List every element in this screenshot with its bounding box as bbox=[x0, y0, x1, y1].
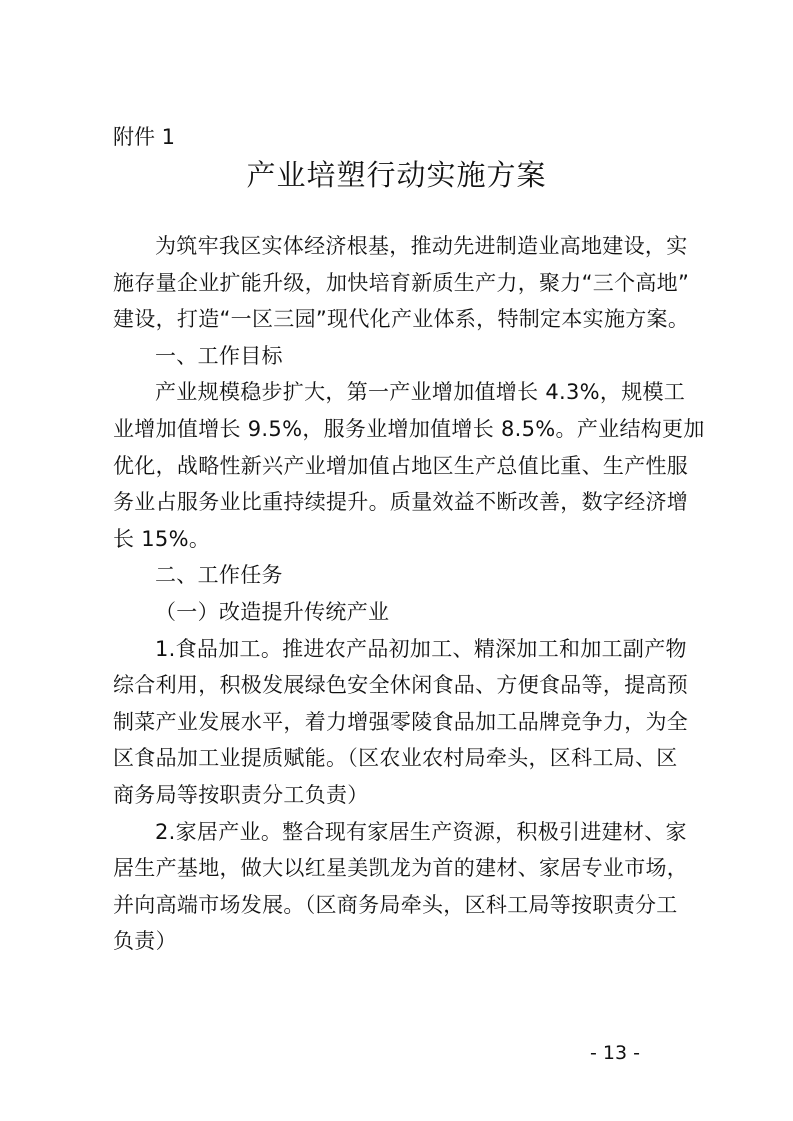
body-line: 商务局等按职责分工负责） bbox=[113, 782, 369, 807]
body-line: （一）改造提升传统产业 bbox=[155, 599, 390, 624]
body-line: 产业规模稳步扩大，第一产业增加值增长 4.3%，规模工 bbox=[155, 380, 686, 405]
body-line: 为筑牢我区实体经济根基，推动先进制造业高地建设，实 bbox=[155, 234, 688, 258]
body-line: 2.家居产业。整合现有家居生产资源，积极引进建材、家 bbox=[155, 819, 687, 844]
body-line: 业增加值增长 9.5%，服务业增加值增长 8.5%。产业结构更加 bbox=[113, 416, 705, 441]
body-line: 负责） bbox=[113, 929, 177, 954]
body-line: 居生产基地，做大以红星美凯龙为首的建材、家居专业市场， bbox=[113, 856, 689, 881]
body-line: 施存量企业扩能升级，加快培育新质生产力，聚力“三个高地” bbox=[113, 270, 690, 295]
body-line: 区食品加工业提质赋能。（区农业农村局牵头，区科工局、区 bbox=[113, 746, 678, 771]
document-body bbox=[113, 228, 705, 960]
body-line: 建设，打造“一区三园”现代化产业体系，特制定本实施方案。 bbox=[113, 307, 690, 332]
page-number: - 13 - bbox=[590, 1042, 640, 1064]
body-line: 并向高端市场发展。（区商务局牵头，区科工局等按职责分工 bbox=[113, 892, 678, 917]
document-title: 产业培塑行动实施方案 bbox=[246, 158, 547, 192]
attachment-label: 附件 1 bbox=[113, 125, 176, 149]
body-line: 综合利用，积极发展绿色安全休闲食品、方便食品等，提高预 bbox=[113, 673, 689, 698]
body-line: 二、工作任务 bbox=[155, 563, 283, 588]
body-line: 务业占服务业比重持续提升。质量效益不断改善，数字经济增 bbox=[113, 490, 689, 515]
body-line: 长 15%。 bbox=[113, 526, 211, 551]
body-line: 优化，战略性新兴产业增加值占地区生产总值比重、生产性服 bbox=[113, 453, 689, 478]
body-line: 制菜产业发展水平，着力增强零陵食品加工品牌竞争力，为全 bbox=[113, 709, 689, 734]
body-line: 一、工作目标 bbox=[155, 343, 283, 368]
body-line: 1.食品加工。推进农产品初加工、精深加工和加工副产物 bbox=[155, 636, 687, 661]
